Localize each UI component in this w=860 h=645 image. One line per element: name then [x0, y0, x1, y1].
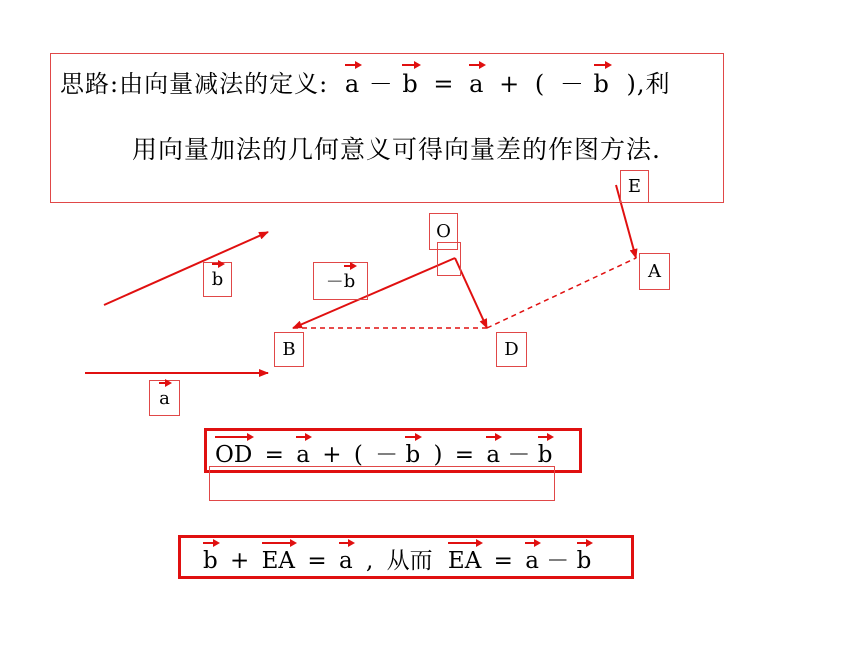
- vec-EA: EA: [261, 548, 296, 574]
- equals-sign: =: [454, 442, 475, 468]
- vector-neg-b-label: [313, 262, 368, 300]
- point-O-marker-box: [437, 242, 461, 276]
- vec-b: b: [593, 70, 610, 98]
- left-paren: (: [534, 70, 546, 98]
- plus-sign: +: [499, 70, 521, 98]
- equals-sign: =: [307, 548, 327, 574]
- point-label-B: B: [274, 332, 304, 367]
- equals-sign: =: [493, 548, 513, 574]
- vec-a: a: [525, 548, 539, 574]
- vec-a: a: [486, 442, 501, 468]
- vec-b-symbol: b: [211, 269, 224, 290]
- equation-od-underbox: [209, 466, 555, 501]
- minus-sign: －: [559, 70, 585, 98]
- vector-b-label: [203, 262, 232, 297]
- equals-sign: =: [264, 442, 284, 468]
- neg-sign: －: [325, 272, 344, 293]
- vec-a: a: [469, 70, 485, 98]
- vec-b: b: [402, 70, 419, 98]
- idea-prefix: 思路:由向量减法的定义:: [60, 70, 329, 98]
- vec-b: b: [405, 442, 421, 468]
- plus-sign: +: [230, 548, 250, 574]
- vec-b-symbol: b: [343, 270, 356, 292]
- minus-sign: －: [375, 442, 399, 468]
- vec-OD: OD: [215, 442, 253, 468]
- left-paren: (: [353, 442, 363, 468]
- dashed-DA: [487, 258, 636, 328]
- vec-EA: EA: [447, 548, 482, 574]
- right-paren: ): [626, 70, 637, 98]
- right-paren: ): [433, 442, 443, 468]
- vec-a: a: [344, 70, 361, 98]
- equation-od: [215, 436, 552, 469]
- plus-sign: +: [322, 442, 342, 468]
- vec-a: a: [296, 442, 310, 468]
- idea-line-2: 用向量加法的几何意义可得向量差的作图方法.: [132, 135, 661, 164]
- minus-sign: －: [546, 548, 570, 574]
- comma: ,: [365, 548, 374, 574]
- point-label-D: D: [496, 332, 527, 367]
- vec-a: a: [338, 548, 353, 574]
- vec-b: b: [537, 442, 553, 468]
- vector-a-label: [149, 380, 180, 416]
- vec-b: b: [203, 548, 218, 574]
- point-label-E: E: [620, 170, 649, 203]
- vec-b: b: [576, 548, 592, 574]
- equation-ea: [203, 542, 591, 575]
- point-label-O: O: [429, 213, 458, 250]
- vector-b-arrow: [104, 232, 268, 305]
- equals-sign: =: [433, 70, 455, 98]
- minus-sign: －: [368, 70, 394, 98]
- vec-a-symbol: a: [159, 387, 170, 409]
- point-label-A: A: [639, 253, 670, 290]
- therefore-text: 从而: [386, 548, 433, 574]
- minus-sign: －: [507, 442, 531, 468]
- idea-suffix: ,利: [636, 70, 671, 98]
